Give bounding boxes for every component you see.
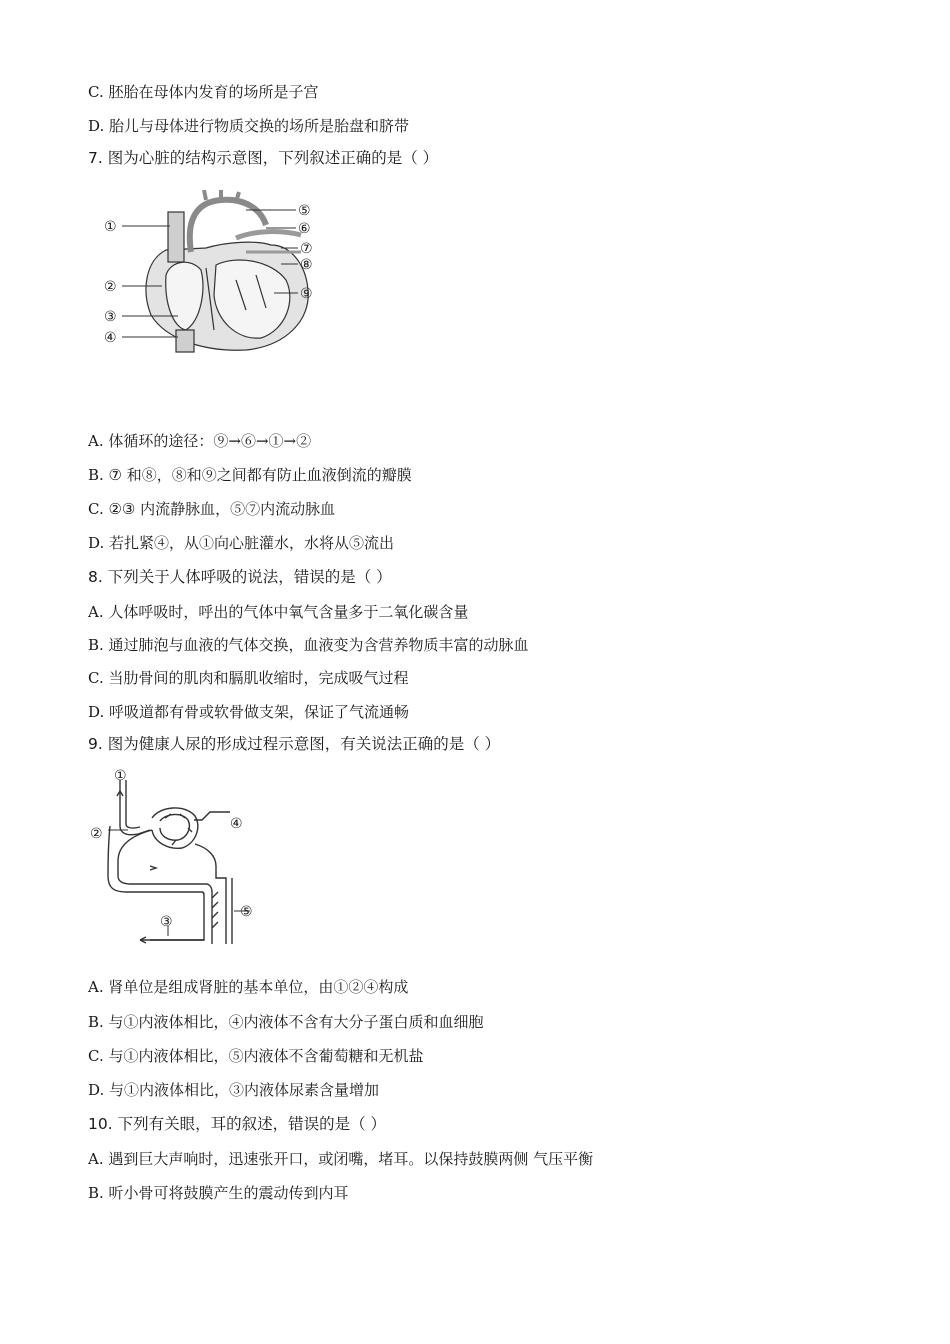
q10-option-b: B. 听小骨可将鼓膜产生的震动传到内耳 [88, 1184, 349, 1202]
q7-option-a: A. 体循环的途径：⑨→⑥→①→② [88, 432, 312, 450]
q8-stem [88, 567, 392, 587]
nephron-label-3: ③ [160, 914, 173, 930]
question-text: 图为健康人尿的形成过程示意图，有关说法正确的是（ ） [107, 735, 501, 753]
heart-label-1: ① [104, 219, 117, 235]
heart-label-4: ④ [104, 330, 117, 346]
nephron-diagram [90, 766, 270, 952]
q8-option-d: D. 呼吸道都有骨或软骨做支架，保证了气流通畅 [88, 703, 410, 721]
nephron-label-4: ④ [230, 816, 243, 832]
heart-label-7: ⑦ [300, 241, 313, 257]
question-text: 图为心脏的结构示意图，下列叙述正确的是（ ） [107, 149, 439, 167]
q9-option-d: D. 与①内液体相比，③内液体尿素含量增加 [88, 1081, 380, 1099]
q10-stem [88, 1114, 386, 1134]
question-number: 10. [88, 1115, 113, 1133]
q10-option-a: A. 遇到巨大声响时，迅速张开口，或闭嘴，堵耳。以保持鼓膜两侧 气压平衡 [88, 1150, 594, 1168]
nephron-label-1: ① [114, 768, 127, 784]
nephron-label-5: ⑤ [240, 904, 253, 920]
q8-option-b: B. 通过肺泡与血液的气体交换，血液变为含营养物质丰富的动脉血 [88, 636, 529, 654]
question-number: 8. [88, 568, 103, 586]
heart-label-2: ② [104, 279, 117, 295]
q6-option-c: C. 胚胎在母体内发育的场所是子宫 [88, 83, 319, 101]
question-text: 下列关于人体呼吸的说法，错误的是（ ） [107, 568, 392, 586]
question-number: 7. [88, 149, 103, 167]
heart-label-3: ③ [104, 309, 117, 325]
question-text: 下列有关眼，耳的叙述，错误的是（ ） [117, 1115, 387, 1133]
heart-label-5: ⑤ [298, 203, 311, 219]
q6-option-d: D. 胎儿与母体进行物质交换的场所是胎盘和脐带 [88, 117, 410, 135]
nephron-label-2: ② [90, 826, 103, 842]
q9-option-b: B. 与①内液体相比，④内液体不含有大分子蛋白质和血细胞 [88, 1013, 484, 1031]
question-number: 9. [88, 735, 103, 753]
q7-option-c: C. ②③ 内流静脉血，⑤⑦内流动脉血 [88, 500, 336, 518]
q8-option-c: C. 当肋骨间的肌肉和膈肌收缩时，完成吸气过程 [88, 669, 409, 687]
heart-structure-diagram [96, 190, 332, 355]
heart-label-6: ⑥ [298, 221, 311, 237]
q7-stem [88, 148, 438, 168]
q9-stem [88, 734, 500, 754]
q9-option-a: A. 肾单位是组成肾脏的基本单位，由①②④构成 [88, 978, 409, 996]
heart-label-8: ⑧ [300, 257, 313, 273]
q7-option-d: D. 若扎紧④，从①向心脏灌水，水将从⑤流出 [88, 534, 395, 552]
q7-option-b: B. ⑦ 和⑧，⑧和⑨之间都有防止血液倒流的瓣膜 [88, 466, 412, 484]
q8-option-a: A. 人体呼吸时，呼出的气体中氧气含量多于二氧化碳含量 [88, 603, 469, 621]
heart-label-9: ⑨ [300, 286, 313, 302]
q9-option-c: C. 与①内液体相比，⑤内液体不含葡萄糖和无机盐 [88, 1047, 424, 1065]
